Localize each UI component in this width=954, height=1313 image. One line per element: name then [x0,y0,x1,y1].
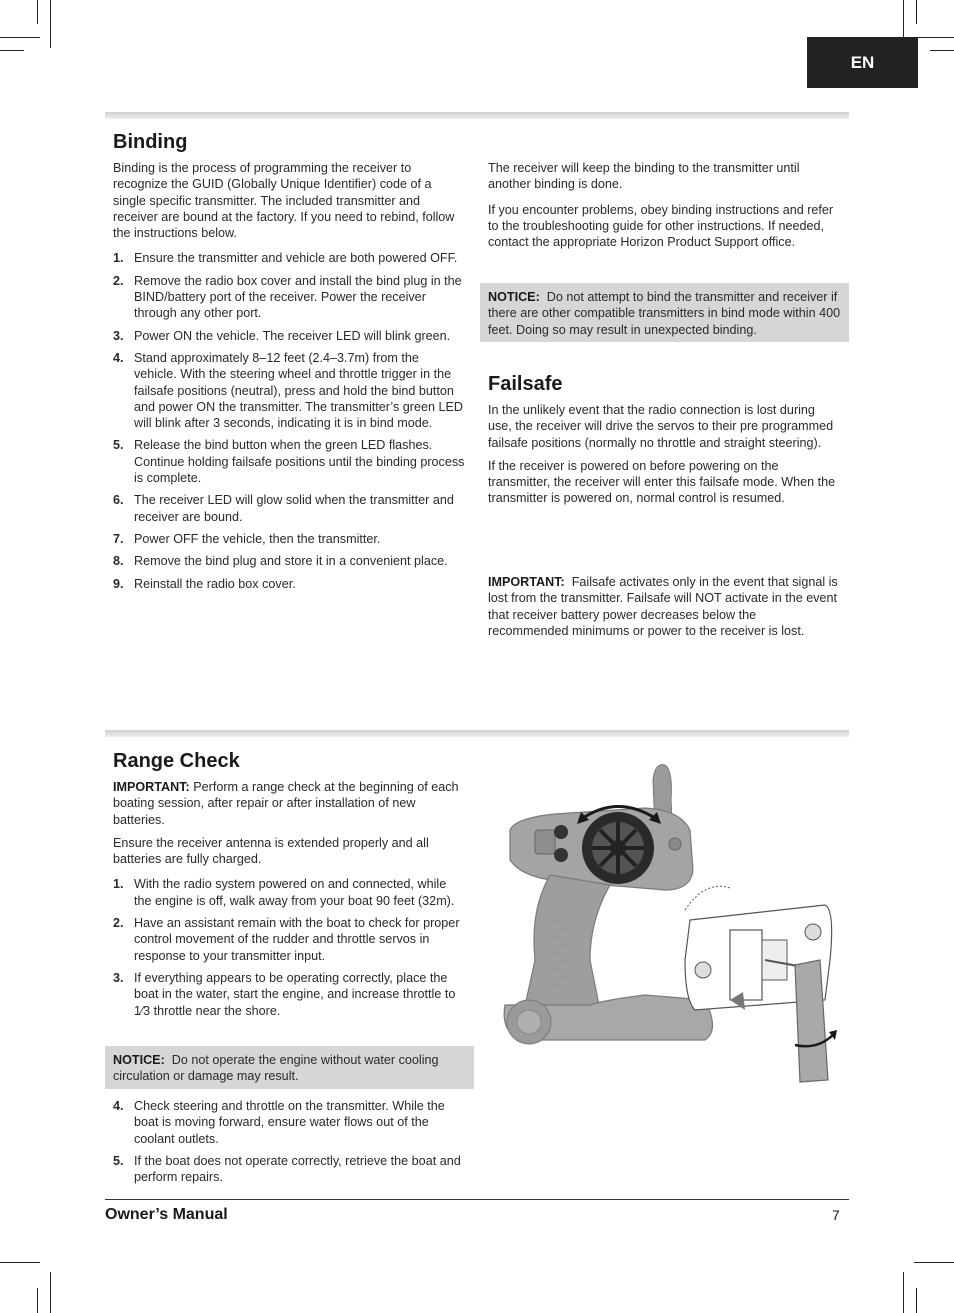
crop-mark [37,1288,38,1313]
list-item: 4. Check steering and throttle on the transmitter. While the boat is moving forward, ensure water flows out of the coolant outlets. [113,1099,445,1146]
list-item: 7. Power OFF the vehicle, then the transmitter. [113,531,381,546]
binding-keep-paragraph: The receiver will keep the binding to the transmitter until another binding is done. [488,161,800,192]
list-item: 1. Ensure the transmitter and vehicle are both powered OFF. [113,251,458,266]
list-item: 4. Stand approximately 8–12 feet (2.4–3.7m) from the vehicle. With the steering wheel and throttle trigger in the failsafe positions (neutral), press and hold the bind button and power ON the transmitter. The transmitter’s green LED will blink after 3 seconds, indicating it is in bind mode. [113,350,463,431]
range-check-column [113,779,465,1025]
rudder-illustration [685,886,837,1082]
list-item: 6. The receiver LED will glow solid when the transmitter and receiver are bound. [113,493,454,524]
list-item: 2. Remove the radio box cover and install the bind plug in the BIND/battery port of the receiver. Power the receiver through any other port. [113,273,462,321]
range-check-steps-a [113,876,465,1018]
language-tab: EN [807,37,918,88]
failsafe-para-2: If the receiver is powered on before powering on the transmitter, the receiver will enter this failsafe mode. When the transmitter is powered on, normal control is resumed. [488,458,836,506]
important-label: IMPORTANT: [113,780,190,794]
failsafe-title: Failsafe [488,373,563,395]
failsafe-important [488,574,840,639]
crop-mark [916,0,917,24]
binding-left-column [113,160,465,598]
crop-mark [0,37,40,38]
failsafe-para-1: In the unlikely event that the radio connection is lost during use, the receiver will drive the servos to their pre programmed failsafe positions (normally no throttle and straight steering). [488,403,834,450]
list-item: 8. Remove the bind plug and store it in a convenient place. [113,554,448,569]
crop-mark [37,0,38,24]
crop-mark [916,1288,917,1313]
list-item: 9. Reinstall the radio box cover. [113,576,296,591]
range-check-notice-box [105,1046,474,1089]
notice-label: NOTICE: [113,1053,165,1067]
crop-mark [0,50,24,51]
range-check-antenna-paragraph: Ensure the receiver antenna is extended properly and all batteries are fully charged. [113,835,429,867]
range-check-important [113,779,465,828]
binding-title: Binding [113,131,188,153]
list-item: 5. Release the bind button when the green LED flashes. Continue holding failsafe positions until the binding process is complete. [113,438,465,486]
notice-text: Do not attempt to bind the transmitter and receiver if there are other compatible transmitters in bind mode within 400 feet. Doing so may result in unexpected binding. [488,290,841,337]
crop-mark [50,1272,51,1313]
binding-intro: Binding is the process of programming the receiver to recognize the GUID (Globally Unique Identifier) code of a single specific transmitter. The included transmitter and receiver are bound at the factory. If you need to rebind, follow the instructions below. [113,161,455,241]
important-text: Perform a range check at the beginning of each boating session, after repair or after installation of new batteries. [113,780,459,827]
binding-steps [113,250,465,591]
footer-rule [105,1199,849,1200]
crop-mark [930,50,954,51]
range-check-title: Range Check [113,750,240,772]
range-check-illustration [495,760,845,1085]
page-number: 7 [832,1207,840,1223]
footer-title: Owner’s Manual [105,1206,228,1223]
crop-mark [903,1272,904,1313]
binding-notice-box [480,283,849,342]
notice-text: Do not operate the engine without water cooling circulation or damage may result. [113,1053,439,1084]
crop-mark [0,1262,40,1263]
important-text: Failsafe activates only in the event that signal is lost from the transmitter. Failsafe will NOT activate in the event that receiver battery power decreases below the recommended minimums or power to the receiver is lost. [488,575,838,638]
list-item: 2. Have an assistant remain with the boat to check for proper control movement of the rudder and throttle servos in response to your transmitter input. [113,916,460,963]
binding-problems-paragraph: If you encounter problems, obey binding instructions and refer to the troubleshooting guide for other instructions. If needed, contact the appropriate Horizon Product Support office. [488,202,834,250]
notice-label: NOTICE: [488,290,540,304]
binding-right-column [488,160,840,257]
range-check-steps-b-column [113,1098,465,1191]
list-item: 1. With the radio system powered on and connected, while the engine is off, walk away from your boat 90 feet (32m). [113,877,455,908]
section-divider [105,112,849,119]
crop-mark [914,1262,954,1263]
important-label: IMPORTANT: [488,575,565,589]
crop-mark [914,37,954,38]
list-item: 3. If everything appears to be operating correctly, place the boat in the water, start the engine, and increase throttle to 1⁄3 throttle near the shore. [113,970,456,1018]
steering-wheel [582,812,654,884]
failsafe-column [488,402,840,514]
list-item: 5. If the boat does not operate correctly, retrieve the boat and perform repairs. [113,1153,461,1185]
transmitter-illustration [504,765,712,1044]
range-check-steps-b [113,1098,465,1185]
crop-mark [50,0,51,48]
section-divider [105,730,849,737]
list-item: 3. Power ON the vehicle. The receiver LED will blink green. [113,328,451,343]
